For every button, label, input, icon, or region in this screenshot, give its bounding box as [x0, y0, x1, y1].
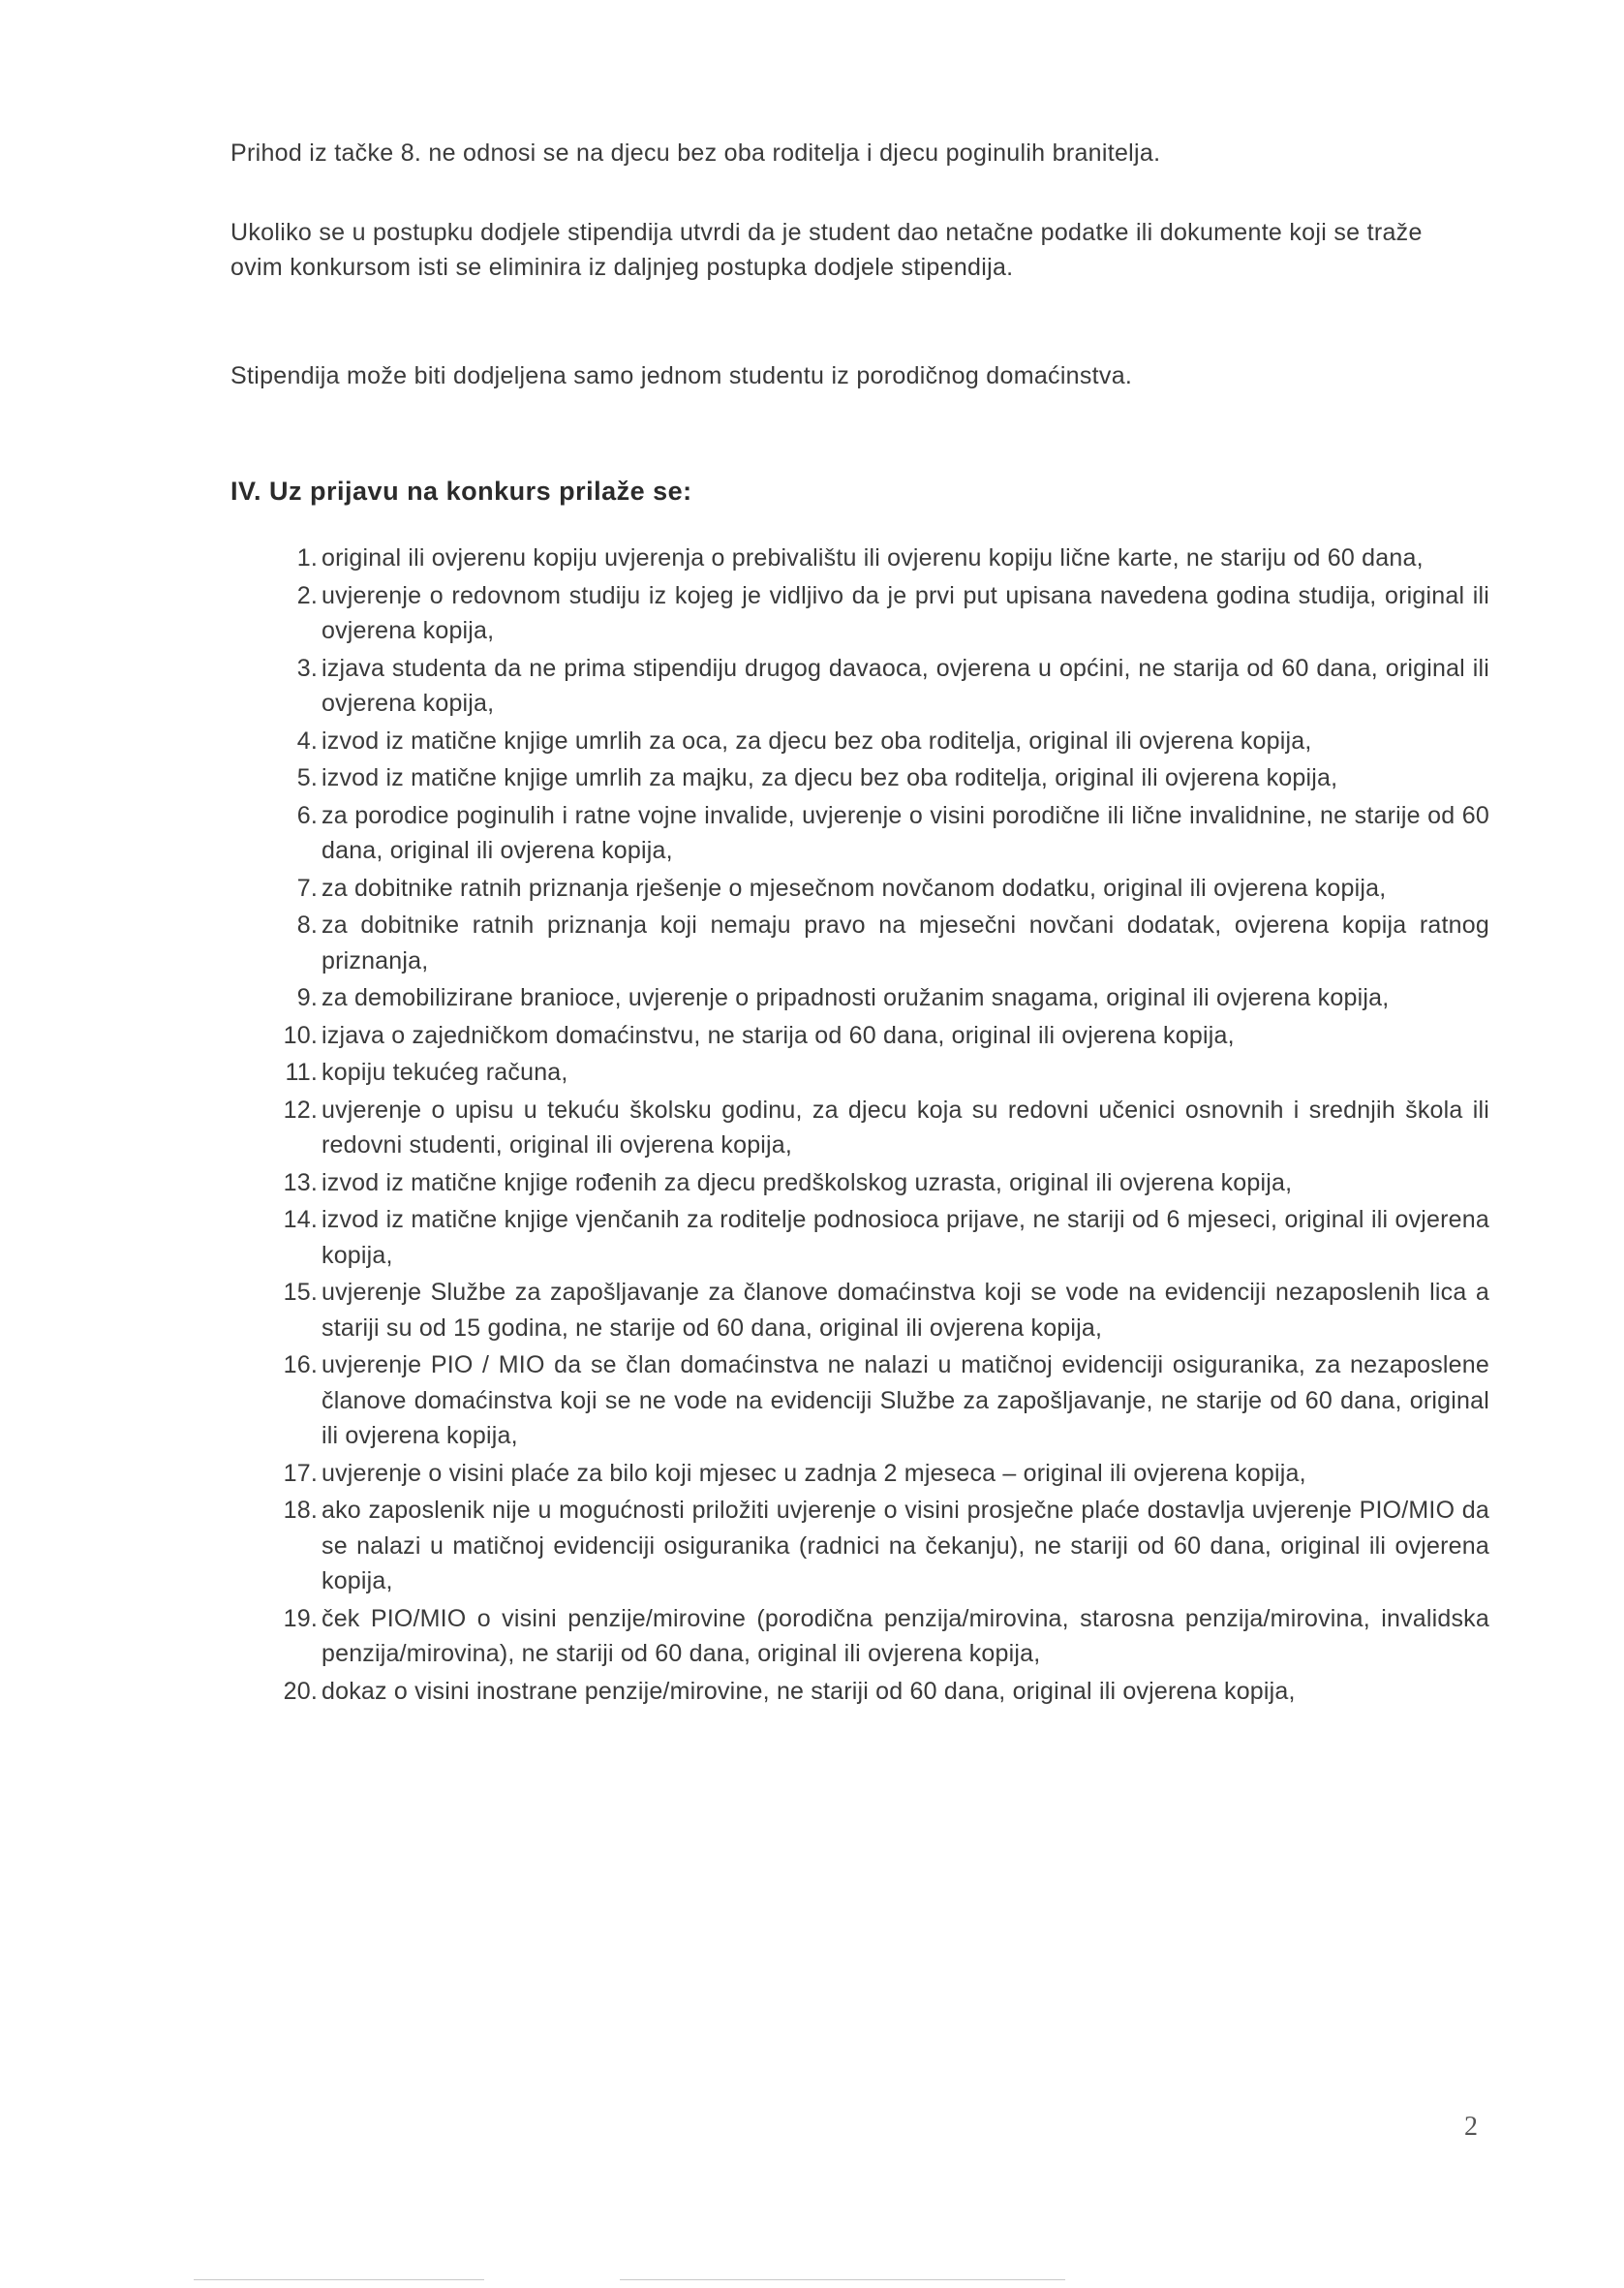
list-item-text: kopiju tekućeg računa, — [322, 1059, 568, 1086]
list-item — [230, 1347, 1489, 1454]
page-number: 2 — [1464, 2112, 1478, 2142]
list-item-text: izvod iz matične knjige umrlih za majku, za djecu bez oba roditelja, original ili ovjerena kopija, — [322, 764, 1338, 791]
list-item — [230, 798, 1489, 869]
list-item-text: uvjerenje Službe za zapošljavanje za članove domaćinstva koji se vode na evidenciji nezaposlenih lica a stariji su od 15 godina, ne starije od 60 dana, original ili ovjerena kopija, — [322, 1279, 1489, 1342]
list-item-number: 5. — [296, 764, 318, 791]
list-item — [230, 724, 1489, 759]
list-item — [230, 871, 1489, 907]
list-item — [230, 1055, 1489, 1091]
list-item-number: 10. — [283, 1021, 318, 1049]
list-item — [230, 1202, 1489, 1273]
list-item-text: ček PIO/MIO o visini penzije/mirovine (porodična penzija/mirovina, starosna penzija/mirovina, invalidska penzija/mirovina), ne stariji od 60 dana, original ili ovjerena kopija, — [322, 1604, 1489, 1667]
list-item — [230, 1165, 1489, 1201]
list-item-text: izjava o zajedničkom domaćinstvu, ne starija od 60 dana, original ili ovjerena kopija, — [322, 1021, 1235, 1049]
paragraph-one-student-note: Stipendija može biti dodjeljena samo jednom studentu iz porodičnog domaćinstva. — [230, 362, 1133, 389]
list-item-number: 14. — [283, 1206, 318, 1233]
list-item-text: uvjerenje o redovnom studiju iz kojeg je vidljivo da je prvi put upisana navedena godina studija, original ili ovjerena kopija, — [322, 581, 1489, 644]
list-item-text: za dobitnike ratnih priznanja koji nemaju pravo na mjesečni novčani dodatak, ovjerena kopija ratnog priznanja, — [322, 912, 1489, 974]
list-item — [230, 1456, 1489, 1492]
list-item-number: 16. — [283, 1351, 318, 1378]
list-item — [230, 1093, 1489, 1163]
list-item-number: 3. — [296, 654, 318, 682]
list-item — [230, 1674, 1489, 1710]
list-item-text: uvjerenje PIO / MIO da se član domaćinstva ne nalazi u matičnoj evidenciji osiguranika, za nezaposlene članove domaćinstva koji se ne vode na evidenciji Službe za zapošljavanje, ne starije od 60 dana, original ili ovjerena kopija, — [322, 1351, 1489, 1449]
list-item-number: 4. — [296, 727, 318, 755]
list-item — [230, 1275, 1489, 1345]
list-item-number: 1. — [296, 544, 318, 572]
list-item-number: 9. — [296, 984, 318, 1011]
list-item-number: 13. — [283, 1168, 318, 1196]
list-item — [230, 541, 1489, 576]
list-item-number: 18. — [283, 1497, 318, 1524]
list-item-text: izvod iz matične knjige rođenih za djecu predškolskog uzrasta, original ili ovjerena kopija, — [322, 1168, 1293, 1196]
list-item-text: za demobilizirane branioce, uvjerenje o pripadnosti oružanim snagama, original ili ovjerena kopija, — [322, 984, 1390, 1011]
list-item-text: izjava studenta da ne prima stipendiju drugog davaoca, ovjerena u općini, ne starija od 60 dana, original ili ovjerena kopija, — [322, 654, 1489, 717]
list-item — [230, 980, 1489, 1016]
list-item-number: 15. — [283, 1279, 318, 1306]
list-item-number: 19. — [283, 1604, 318, 1632]
list-item — [230, 651, 1489, 722]
scan-edge-line — [620, 2279, 1065, 2280]
list-item-number: 17. — [283, 1459, 318, 1487]
list-item-text: uvjerenje o visini plaće za bilo koji mjesec u zadnja 2 mjeseca – original ili ovjerena kopija, — [322, 1459, 1306, 1487]
list-item-number: 7. — [296, 874, 318, 902]
section-heading: IV. Uz prijavu na konkurs prilaže se: — [230, 477, 692, 506]
scan-edge-line — [194, 2279, 484, 2280]
list-item-text: izvod iz matične knjige vjenčanih za roditelje podnosioca prijave, ne stariji od 6 mjeseci, original ili ovjerena kopija, — [322, 1206, 1489, 1269]
list-item-number: 20. — [283, 1677, 318, 1705]
paragraph-false-data-note: Ukoliko se u postupku dodjele stipendija utvrdi da je student dao netačne podatke ili dokumente koji se traže ovim konkursom isti se eliminira iz daljnjeg postupka dodjele stipendija. — [230, 219, 1423, 281]
list-item-number: 6. — [296, 801, 318, 829]
list-item-text: original ili ovjerenu kopiju uvjerenja o prebivalištu ili ovjerenu kopiju lične karte, ne stariju od 60 dana, — [322, 544, 1424, 572]
list-item — [230, 1018, 1489, 1054]
list-item-text: dokaz o visini inostrane penzije/mirovine, ne stariji od 60 dana, original ili ovjerena kopija, — [322, 1677, 1296, 1705]
list-item — [230, 578, 1489, 649]
list-item-number: 11. — [285, 1059, 318, 1086]
paragraph-income-note: Prihod iz tačke 8. ne odnosi se na djecu bez oba roditelja i djecu poginulih branitelja. — [230, 139, 1161, 167]
list-item — [230, 908, 1489, 978]
list-item-number: 8. — [296, 912, 318, 939]
list-item — [230, 1601, 1489, 1672]
list-item-text: za dobitnike ratnih priznanja rješenje o mjesečnom novčanom dodatku, original ili ovjerena kopija, — [322, 874, 1387, 902]
list-item — [230, 760, 1489, 796]
list-item-text: uvjerenje o upisu u tekuću školsku godinu, za djecu koja su redovni učenici osnovnih i srednjih škola ili redovni studenti, original ili ovjerena kopija, — [322, 1096, 1489, 1159]
list-item-text: izvod iz matične knjige umrlih za oca, za djecu bez oba roditelja, original ili ovjerena kopija, — [322, 727, 1312, 755]
list-item-number: 2. — [296, 581, 318, 609]
list-item — [230, 1493, 1489, 1599]
list-item-text: za porodice poginulih i ratne vojne invalide, uvjerenje o visini porodične ili lične invalidnine, ne starije od 60 dana, original ili ovjerena kopija, — [322, 801, 1489, 864]
list-item-text: ako zaposlenik nije u mogućnosti priložiti uvjerenje o visini prosječne plaće dostavlja uvjerenje PIO/MIO da se nalazi u matičnoj evidenciji osiguranika (radnici na čekanju), ne stariji od 60 dana, original ili ovjerena kopija, — [322, 1497, 1489, 1594]
list-item-number: 12. — [283, 1096, 318, 1124]
required-documents-list — [230, 541, 1489, 1711]
